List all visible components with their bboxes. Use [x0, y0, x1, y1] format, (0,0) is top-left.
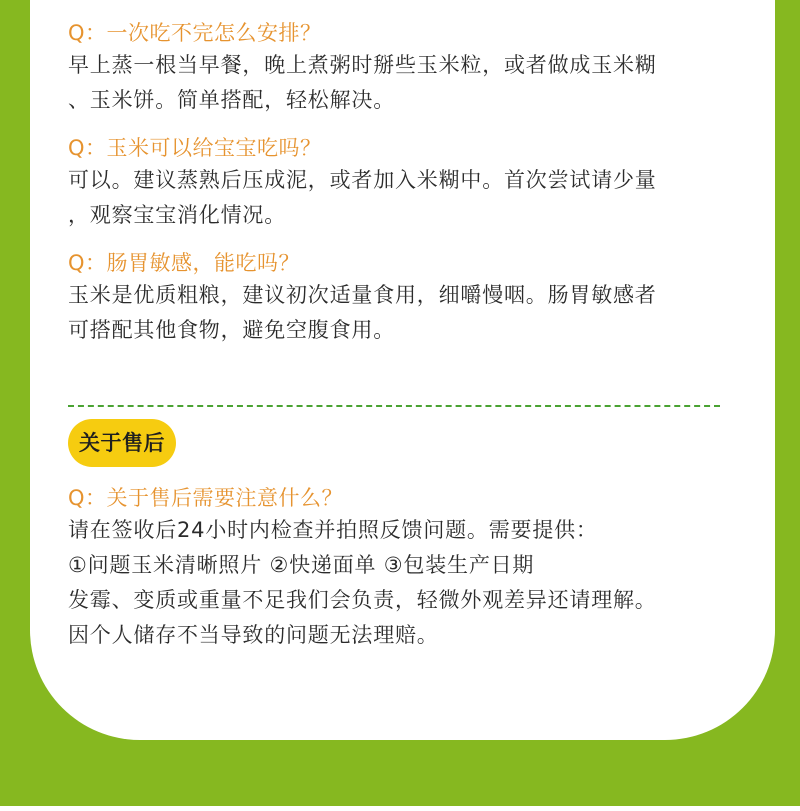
- faq-answer-line: 玉米是优质粗粮，建议初次适量食用，细嚼慢咽。肠胃敏感者: [68, 283, 657, 307]
- faq-item: [68, 18, 728, 118]
- after-sales-answer-line: 发霉、变质或重量不足我们会负责，轻微外观差异还请理解。: [68, 588, 657, 612]
- faq-question: Q：玉米可以给宝宝吃吗？: [68, 136, 322, 160]
- faq-question: Q：肠胃敏感，能吃吗？: [68, 251, 301, 275]
- faq-answer-line: ，观察宝宝消化情况。: [68, 203, 286, 227]
- section-divider: [68, 405, 720, 407]
- after-sales-answer-line: ①问题玉米清晰照片 ②快递面单 ③包装生产日期: [68, 553, 535, 577]
- faq-answer-line: 、玉米饼。简单搭配，轻松解决。: [68, 88, 395, 112]
- faq-answer-line: 早上蒸一根当早餐，晚上煮粥时掰些玉米粒，或者做成玉米糊: [68, 53, 657, 77]
- faq-answer: [68, 163, 728, 233]
- faq-answer: [68, 278, 728, 348]
- after-sales-answer-line: 因个人储存不当导致的问题无法理赔。: [68, 623, 439, 647]
- faq-item: [68, 248, 728, 348]
- faq-question: Q：一次吃不完怎么安排？: [68, 21, 322, 45]
- faq-answer-line: 可搭配其他食物，避免空腹食用。: [68, 318, 395, 342]
- after-sales-answer: [68, 513, 728, 653]
- faq-item: [68, 133, 728, 233]
- faq-answer: [68, 48, 728, 118]
- faq-answer-line: 可以。建议蒸熟后压成泥，或者加入米糊中。首次尝试请少量: [68, 168, 657, 192]
- after-sales-question: Q：关于售后需要注意什么？: [68, 486, 344, 510]
- after-sales-item: [68, 483, 728, 653]
- after-sales-badge: 关于售后: [68, 419, 176, 467]
- after-sales-answer-line: 请在签收后24小时内检查并拍照反馈问题。需要提供：: [68, 518, 598, 542]
